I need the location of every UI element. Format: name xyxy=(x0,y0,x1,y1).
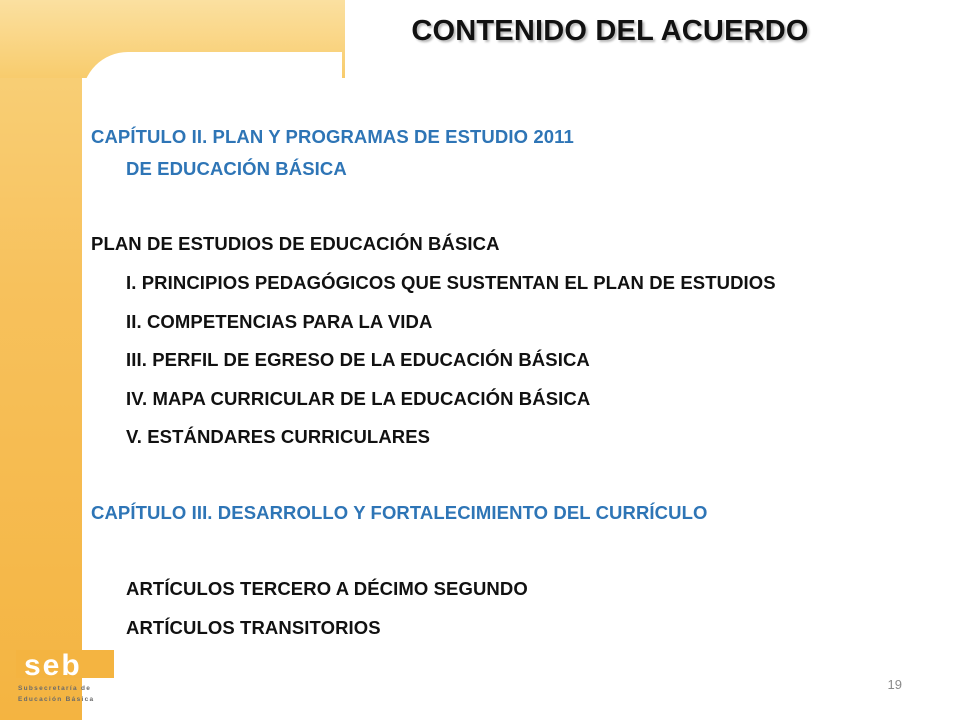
plan-item: V. ESTÁNDARES CURRICULARES xyxy=(126,426,431,447)
article-item: ARTÍCULOS TRANSITORIOS xyxy=(126,617,381,638)
plan-item: III. PERFIL DE EGRESO DE LA EDUCACIÓN BÁSICA xyxy=(126,349,590,370)
plan-item: I. PRINCIPIOS PEDAGÓGICOS QUE SUSTENTAN EL PLAN DE ESTUDIOS xyxy=(126,272,776,293)
plan-item: IV. MAPA CURRICULAR DE LA EDUCACIÓN BÁSICA xyxy=(126,388,591,409)
slide-title: CONTENIDO DEL ACUERDO xyxy=(411,15,809,47)
seb-logo xyxy=(16,650,114,708)
page-number: 19 xyxy=(887,677,902,692)
seb-logo-mark xyxy=(16,650,114,678)
logo-subtitle-line2: Educación Básica xyxy=(18,696,95,703)
chapter-2-heading-line1: CAPÍTULO II. PLAN Y PROGRAMAS DE ESTUDIO 2011 xyxy=(91,126,574,147)
plan-item: II. COMPETENCIAS PARA LA VIDA xyxy=(126,311,433,332)
content-panel-edge xyxy=(82,78,102,720)
logo-subtitle-line1: Subsecretaría de xyxy=(18,685,92,692)
plan-heading: PLAN DE ESTUDIOS DE EDUCACIÓN BÁSICA xyxy=(91,233,500,254)
left-accent-band xyxy=(0,0,82,720)
chapter-2-heading-line2: DE EDUCACIÓN BÁSICA xyxy=(126,158,347,179)
article-item: ARTÍCULOS TERCERO A DÉCIMO SEGUNDO xyxy=(126,578,528,599)
svg-text:seb: seb xyxy=(24,650,82,678)
chapter-3-heading: CAPÍTULO III. DESARROLLO Y FORTALECIMIENTO DEL CURRÍCULO xyxy=(91,502,708,523)
content-panel-corner xyxy=(82,52,342,172)
